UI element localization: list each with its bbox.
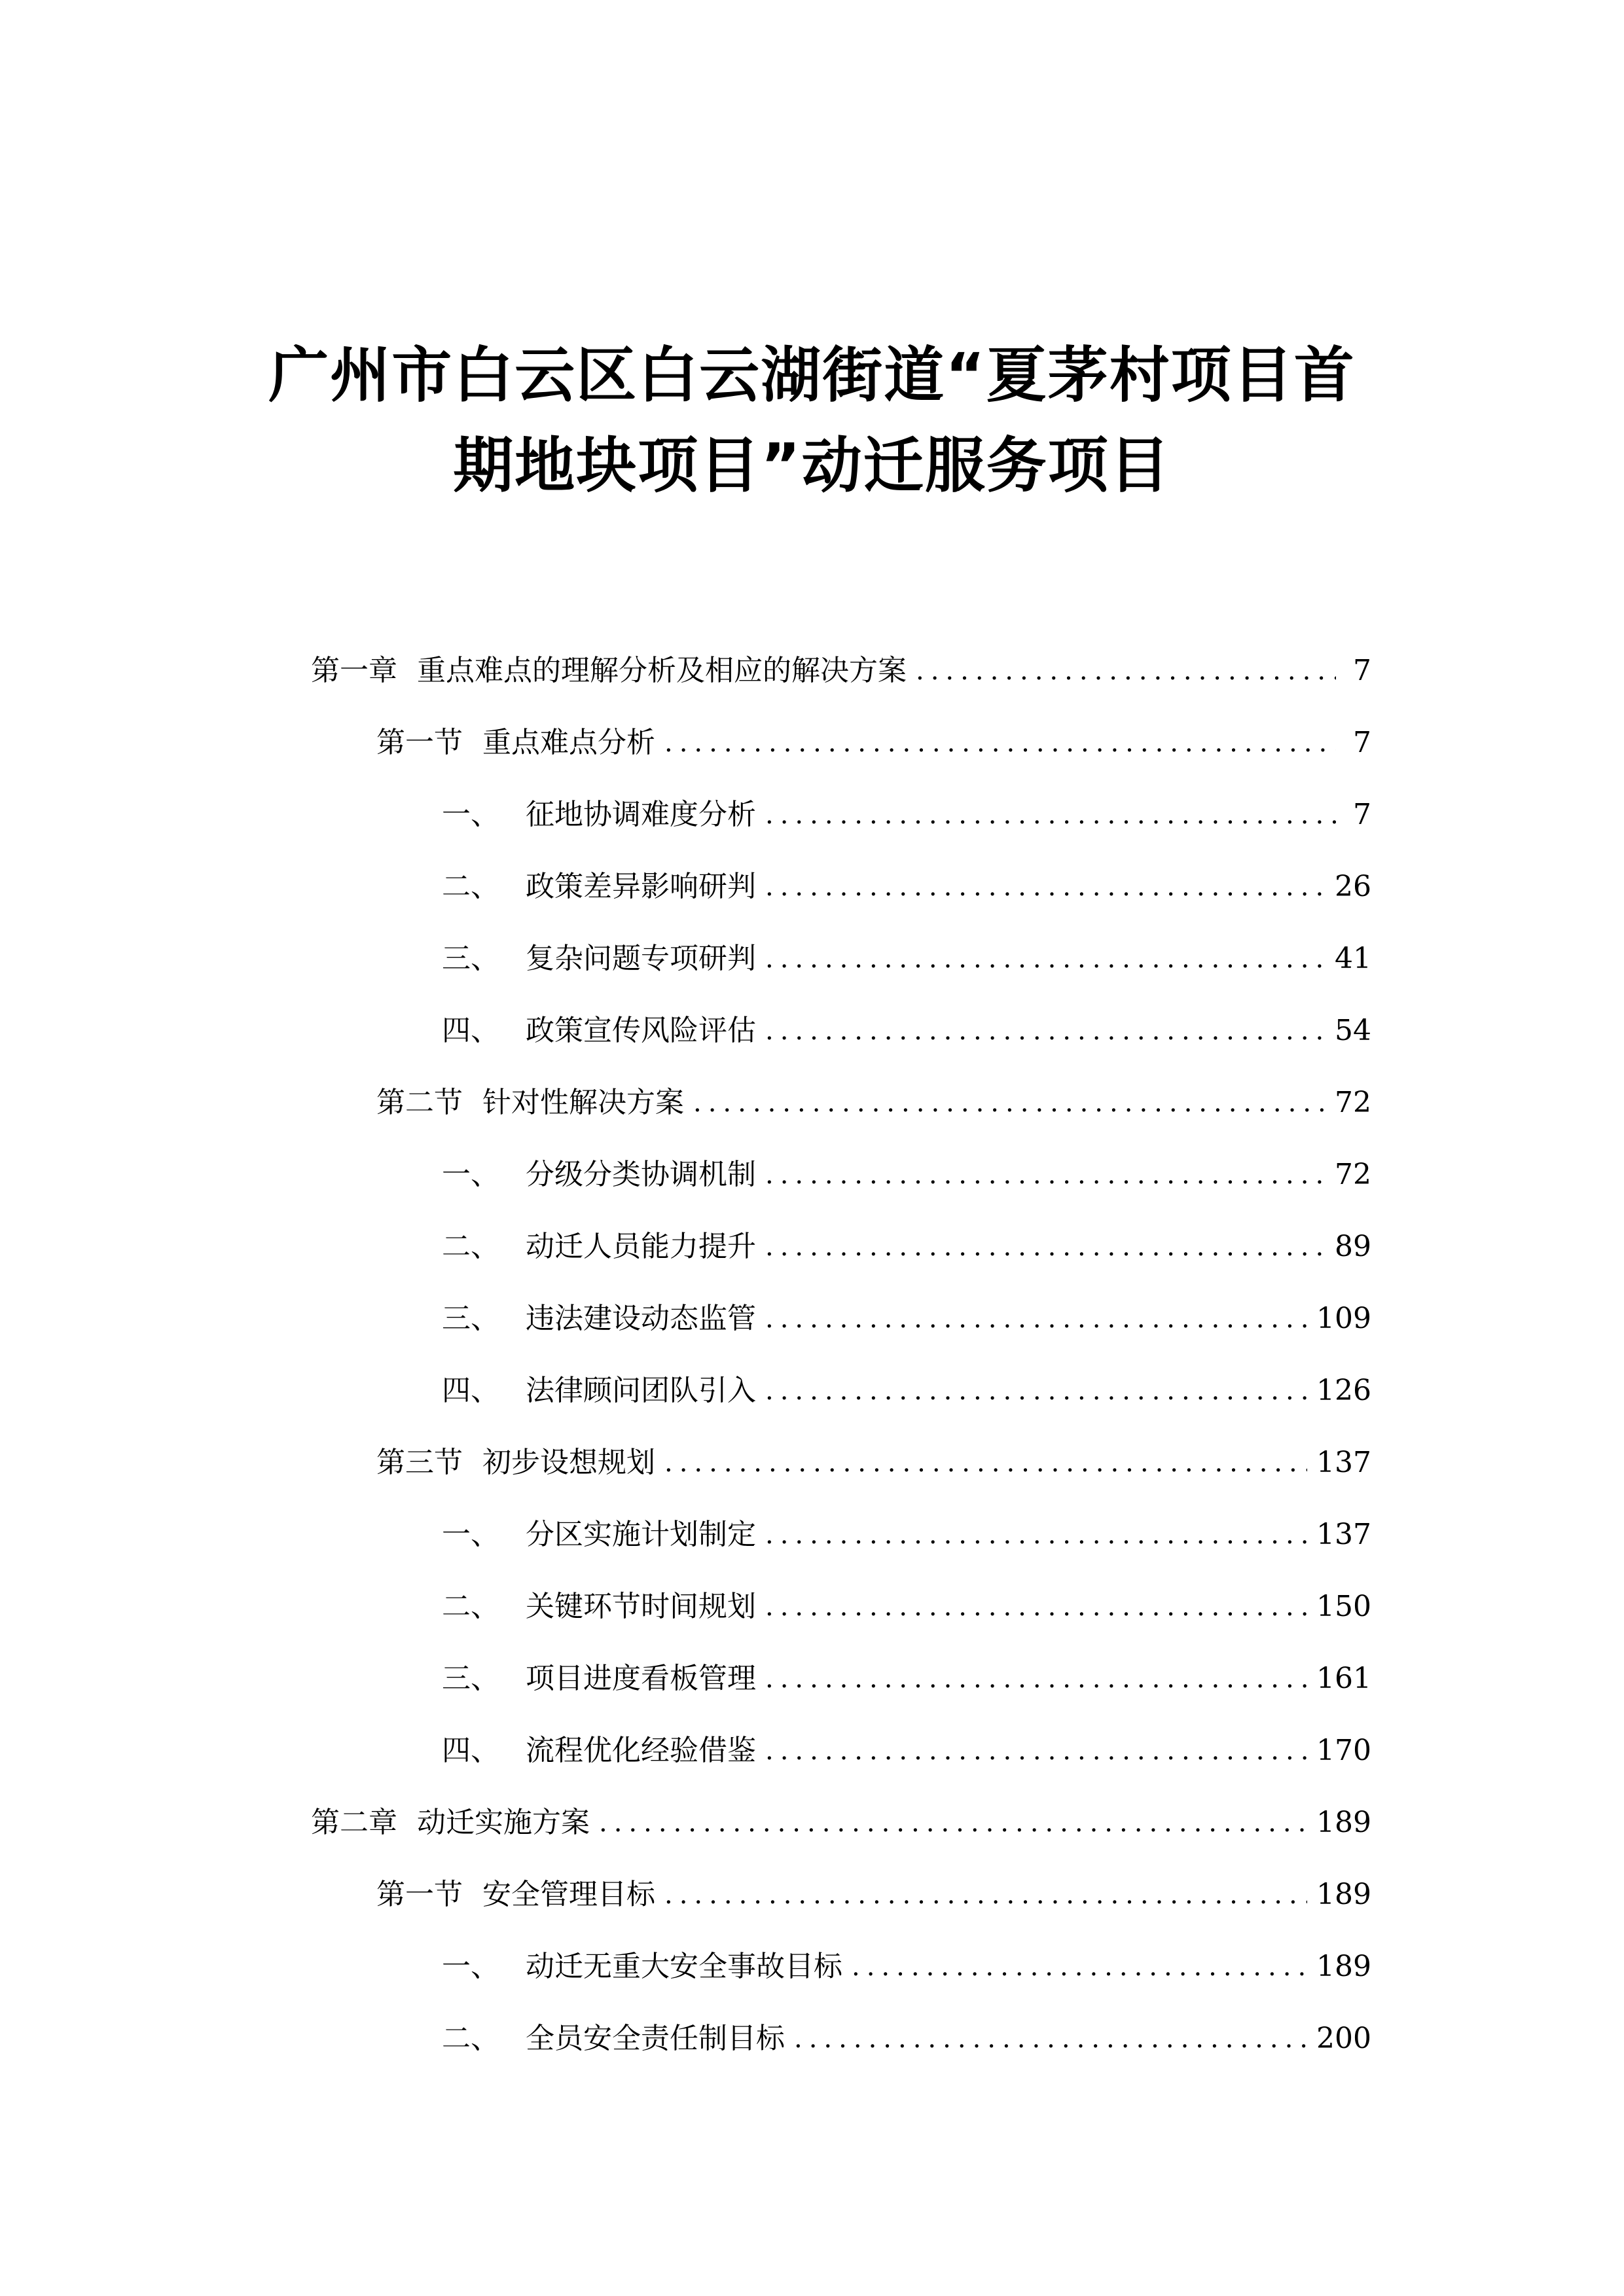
toc-entry-label [442,2003,785,2075]
toc-page-number: 137 [1316,1446,1371,1479]
toc-entry-text: 法律顾问团队引入 [526,1374,756,1407]
toc-dot-leader [765,1355,1307,1427]
toc-entry-number: 四、 [442,1734,499,1767]
toc-page-number: 7 [1353,654,1371,687]
document-title [0,331,1624,511]
toc-entry-text: 分区实施计划制定 [526,1518,756,1551]
toc-entry[interactable] [311,923,1371,995]
toc-dot-leader [765,851,1326,923]
toc-entry-text: 流程优化经验借鉴 [526,1734,756,1767]
toc-page-number: 41 [1335,942,1371,975]
toc-entry-label [442,1283,756,1355]
toc-entry-number: 一、 [442,1950,499,1983]
toc-dot-leader [599,1787,1307,1859]
toc-entry-text: 政策宣传风险评估 [526,1014,756,1047]
toc-entry-number: 第一章 [311,654,397,687]
toc-entry-label [442,1499,756,1571]
toc-page-number: 189 [1316,1806,1371,1839]
toc-entry-text: 动迁实施方案 [417,1806,590,1839]
toc-entry[interactable] [311,1715,1371,1787]
document-title-line-2: 期地块项目”动迁服务项目 [453,431,1171,501]
toc-page-number: 89 [1335,1230,1371,1263]
toc-entry[interactable] [311,995,1371,1067]
toc-page-number: 200 [1316,2022,1371,2055]
toc-entry-number: 二、 [442,1230,499,1263]
toc-entry-label [376,1427,655,1499]
toc-entry-number: 三、 [442,1302,499,1335]
toc-entry[interactable] [311,1355,1371,1427]
toc-entry[interactable] [311,1211,1371,1283]
toc-entry-text: 征地协调难度分析 [526,798,756,831]
toc-entry-text: 政策差异影响研判 [526,870,756,903]
toc-dot-leader [664,1427,1307,1499]
toc-entry-label [442,995,756,1067]
toc-entry-label [442,1643,756,1715]
toc-entry-number: 四、 [442,1374,499,1407]
toc-entry-number: 四、 [442,1014,499,1047]
toc-dot-leader [765,1283,1307,1355]
toc-entry-label [442,923,756,995]
toc-entry-label [442,1715,756,1787]
toc-dot-leader [916,635,1336,707]
toc-entry-label [442,1355,756,1427]
toc-entry-text: 全员安全责任制目标 [526,2022,785,2055]
toc-entry-text: 关键环节时间规划 [526,1590,756,1623]
toc-entry-text: 动迁人员能力提升 [526,1230,756,1263]
toc-entry[interactable] [311,1859,1371,1931]
toc-entry-number: 三、 [442,1662,499,1695]
toc-entry-text: 针对性解决方案 [482,1086,684,1119]
toc-page-number: 170 [1316,1734,1371,1767]
toc-entry[interactable] [311,1067,1371,1139]
toc-dot-leader [794,2003,1307,2075]
toc-entry-text: 重点难点的理解分析及相应的解决方案 [417,654,907,687]
toc-entry-label [311,1787,590,1859]
toc-dot-leader [765,923,1326,995]
toc-entry-label [442,1139,756,1211]
toc-dot-leader [765,1715,1307,1787]
toc-dot-leader [765,1499,1307,1571]
toc-dot-leader [765,1571,1307,1643]
toc-dot-leader [765,779,1336,851]
toc-entry-text: 动迁无重大安全事故目标 [526,1950,842,1983]
toc-entry-text: 项目进度看板管理 [526,1662,756,1695]
toc-page-number: 72 [1335,1086,1371,1119]
toc-dot-leader [765,1211,1326,1283]
toc-entry-number: 二、 [442,1590,499,1623]
toc-entry-number: 一、 [442,798,499,831]
toc-entry-number: 第三节 [376,1446,463,1479]
toc-entry-number: 第一节 [376,1878,463,1911]
toc-page-number: 189 [1316,1878,1371,1911]
toc-entry-text: 初步设想规划 [482,1446,655,1479]
toc-dot-leader [852,1931,1307,2003]
toc-entry-number: 第一节 [376,726,463,759]
toc-entry[interactable] [311,1643,1371,1715]
toc-dot-leader [765,1139,1326,1211]
toc-entry[interactable] [311,1139,1371,1211]
document-title-line-1: 广州市白云区白云湖街道“夏茅村项目首 [268,340,1356,410]
toc-entry-label [442,1571,756,1643]
toc-dot-leader [765,995,1326,1067]
toc-page-number: 161 [1316,1662,1371,1695]
toc-page-number: 7 [1353,798,1371,831]
toc-entry[interactable] [311,1427,1371,1499]
toc-entry[interactable] [311,1931,1371,2003]
toc-entry-label [442,851,756,923]
toc-entry-number: 第二节 [376,1086,463,1119]
toc-page-number: 7 [1353,726,1371,759]
toc-page-number: 54 [1335,1014,1371,1047]
toc-entry-label [376,1067,684,1139]
toc-entry[interactable] [311,779,1371,851]
toc-entry[interactable] [311,1499,1371,1571]
toc-page-number: 150 [1316,1590,1371,1623]
toc-entry[interactable] [311,1571,1371,1643]
toc-entry-label [311,635,907,707]
toc-page-number: 72 [1335,1158,1371,1191]
toc-entry[interactable] [311,635,1371,707]
toc-page-number: 137 [1316,1518,1371,1551]
toc-page-number: 26 [1335,870,1371,903]
toc-entry-text: 复杂问题专项研判 [526,942,756,975]
toc-entry[interactable] [311,707,1371,779]
toc-entry-label [376,1859,655,1931]
table-of-contents [311,635,1371,2075]
toc-entry[interactable] [311,2003,1371,2075]
toc-entry-number: 第二章 [311,1806,397,1839]
toc-entry-number: 一、 [442,1518,499,1551]
toc-dot-leader [765,1643,1307,1715]
toc-entry-text: 分级分类协调机制 [526,1158,756,1191]
toc-dot-leader [693,1067,1326,1139]
toc-entry[interactable] [311,1283,1371,1355]
toc-entry-label [442,1931,842,2003]
toc-page-number: 109 [1316,1302,1371,1335]
toc-page-number: 189 [1316,1950,1371,1983]
toc-entry-text: 重点难点分析 [482,726,655,759]
toc-entry-number: 三、 [442,942,499,975]
toc-entry[interactable] [311,1787,1371,1859]
toc-page-number: 126 [1316,1374,1371,1407]
toc-entry-text: 安全管理目标 [482,1878,655,1911]
toc-entry-number: 二、 [442,870,499,903]
toc-dot-leader [664,1859,1307,1931]
toc-entry-label [442,1211,756,1283]
toc-dot-leader [664,707,1336,779]
toc-entry-label [376,707,655,779]
toc-entry[interactable] [311,851,1371,923]
toc-entry-label [442,779,756,851]
toc-entry-number: 一、 [442,1158,499,1191]
toc-entry-number: 二、 [442,2022,499,2055]
toc-entry-text: 违法建设动态监管 [526,1302,756,1335]
